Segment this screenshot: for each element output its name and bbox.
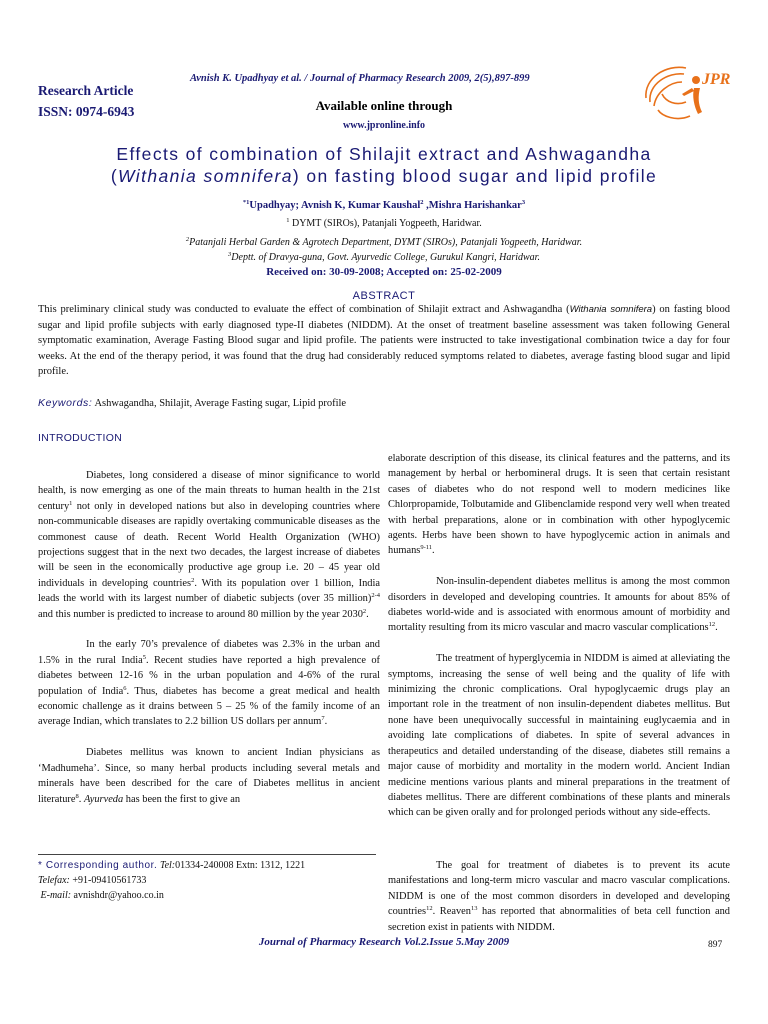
intro-paragraph-5: Non-insulin-dependent diabetes mellitus is among the most common disorders in developed and developing countries. It amounts for about 85% of diabetes world-wide and is associated with enormous amount of morbidity and mortality resulting from its micro vascular and macro vascular complications$^{12}$. xyxy=(388,576,730,634)
logo-figure-body xyxy=(693,88,702,114)
footnote-divider xyxy=(38,854,376,855)
abstract-heading: ABSTRACT xyxy=(352,290,416,302)
intro-paragraph-4: elaborate description of this disease, its clinical features and the patterns, and its management by herbal or herbomineral drugs. It is seen that certain resistant cases of diabetes who do not respond well to modern medicines like Chlorpropamide, Tolbutamide and Glibenclamide respond very well when treated with herbal preparations, alone or in combination with other hypoglycemic agents. Herbs have been shown to have hypoglycemic action in animals and humans$^{9-11}$. xyxy=(388,453,730,557)
logo-text: JPR xyxy=(702,71,731,88)
affiliation-2: $^2$Patanjali Herbal Garden & Agrotech Department, DYMT (SIROs), Patanjali Yogpeeth, Haridwar. xyxy=(185,236,583,248)
footer-journal: Journal of Pharmacy Research Vol.2.Issue 5.May 2009 xyxy=(258,936,510,948)
telefax: +91-09410561733 xyxy=(69,875,147,886)
title-species: Withania somnifera xyxy=(118,166,293,186)
available-online: Available online through xyxy=(315,98,453,113)
title-line-1: Effects of combination of Shilajit extract and Ashwagandha xyxy=(116,144,652,164)
intro-paragraph-1: Diabetes, long considered a disease of minor significance to world health, is now emerging as one of the main threats to human health in the 21st century$^1$ not only in developed nations but also in developing countries where non-communicable diseases are rapidly overtaking communicable diseases as the commonest cause of death. Recent World Health Organization (WHO) projections suggest that in the next two decades, the largest increase of diabetes will be seen in the economically productive age group i.e. 20 – 45 year old individuals in developing countries$^2$. With its population over 1 billion, India leads the world with its largest number of diabetic subjects (over 35 million)$^{2-4}$ and this number is predicted to increase to around 80 million by the year 2030$^2$. xyxy=(38,470,380,620)
keywords-text: Ashwagandha, Shilajit, Average Fasting sugar, Lipid profile xyxy=(92,398,347,409)
received-accepted-dates: Received on: 30-09-2008; Accepted on: 25-02-2009 xyxy=(266,266,502,278)
intro-paragraph-2: In the early 70’s prevalence of diabetes was 2.3% in the urban and 1.5% in the rural India$^5$. Recent studies have reported a high prevalence of diabetes between 12-16 % in the urban population and 4-6% of the rural population of India$^6$. Thus, diabetes has become a great medical and health economic challenge as it drains between 5 – 25 % of the family income of an average Indian, which translates to 2.2 billion US dollars per annum$^7$. xyxy=(38,639,380,728)
logo-swirl-2 xyxy=(650,74,684,102)
journal-logo xyxy=(636,58,732,130)
telephone: 01334-240008 Extn: 1312, 1221 xyxy=(175,860,306,871)
abstract-body: This preliminary clinical study was conducted to evaluate the effect of combination of Shilajit extract and Ashwagandha (Withania somnifera) on fasting blood sugar and lipid profile subjects with early diagnosed type-II diabetes (NIDDM). At the onset of treatment baseline assessment was taken following General symptomatic examination, Average Fasting Blood sugar and lipid profile. The patients were instructed to take investigational combination twice a day for four weeks. At the end of the therapy period, it was found that the drug had considerably reduced symptoms related to diabetes, average fasting blood sugar and lipid profile. xyxy=(38,304,730,377)
intro-paragraph-7: The goal for treatment of diabetes is to prevent its acute manifestations and long-term micro vascular and macro vascular complications. NIDDM is one of the most common disorders in developed and developing countries$^{12}$. Reaven$^{13}$ has reported that abnormalities of beta cell function and secretion exist in patients with NIDDM. xyxy=(388,860,730,933)
corresponding-author-label: * Corresponding author. xyxy=(38,860,158,871)
logo-swirl-3 xyxy=(654,82,682,106)
article-type: Research Article xyxy=(38,83,134,98)
keywords xyxy=(38,397,346,409)
introduction-heading: INTRODUCTION xyxy=(38,432,123,444)
left-column xyxy=(38,468,380,822)
logo-figure-head xyxy=(692,76,700,84)
intro-paragraph-3: Diabetes mellitus was known to ancient Indian physicians as ‘Madhumeha’. Since, so many herbal products including several metals and minerals have been described for the care of Diabetes mellitus in ancient literature$^8$. Ayurveda has been the first to give an xyxy=(38,747,380,805)
page-number: 897 xyxy=(708,940,723,950)
intro-paragraph-6: The treatment of hyperglycemia in NIDDM is aimed at alleviating the symptoms, increasing the sense of well being and the quality of life with minimizing the chronic complications. Oral hypoglycaemic drugs play an important role in the treatment of non insulin-dependent diabetes mellitus. But none have been unequivocally successful in maintaining euglycaemia and in avoiding late complications of diabetes. In spite of several advances in therapeutics and detailed understanding of the disease, diabetes still remains a major cause of morbidity and mortality in the modern world. Ancient Indian medicine mentions various plants and mineral preparations in the treatment of diabetes mellitus. There are different combinations of these plants and minerals which can be given orally and for prolonged periods without any side-effects. xyxy=(388,653,730,819)
logo-swirl-4 xyxy=(658,110,690,118)
affiliation-1: $^1$ DYMT (SIROs), Patanjali Yogpeeth, Haridwar. xyxy=(286,217,482,229)
logo-figure-arm xyxy=(682,88,694,96)
issn: ISSN: 0974-6943 xyxy=(38,104,135,119)
corresponding-author-footnote: * Corresponding author. Tel:01334-240008 Extn: 1312, 1221 Telefax: +91-09410561733 E-mail: avnishdr@yahoo.co.in xyxy=(38,860,306,901)
right-column xyxy=(388,451,730,836)
author-list: $^{*1}$Upadhyay; Avnish K, Kumar Kaushal$^2$ ,Mishra Harishankar$^3$ xyxy=(242,199,526,211)
keywords-label: Keywords: xyxy=(38,397,93,409)
article-title xyxy=(30,143,738,187)
abstract-species: Withania somnifera xyxy=(569,304,653,315)
email[interactable]: avnishdr@yahoo.co.in xyxy=(71,890,164,901)
logo-swirl-5 xyxy=(662,94,686,104)
title-line-2: (Withania somnifera) on fasting blood sugar and lipid profile xyxy=(110,166,658,186)
website-link[interactable]: www.jpronline.info xyxy=(342,120,426,131)
affiliation-3: $^3$Deptt. of Dravya-guna, Govt. Ayurvedic College, Gurukul Kangri, Haridwar. xyxy=(228,251,540,263)
journal-citation: Avnish K. Upadhyay et al. / Journal of Pharmacy Research 2009, 2(5),897-899 xyxy=(190,73,530,84)
